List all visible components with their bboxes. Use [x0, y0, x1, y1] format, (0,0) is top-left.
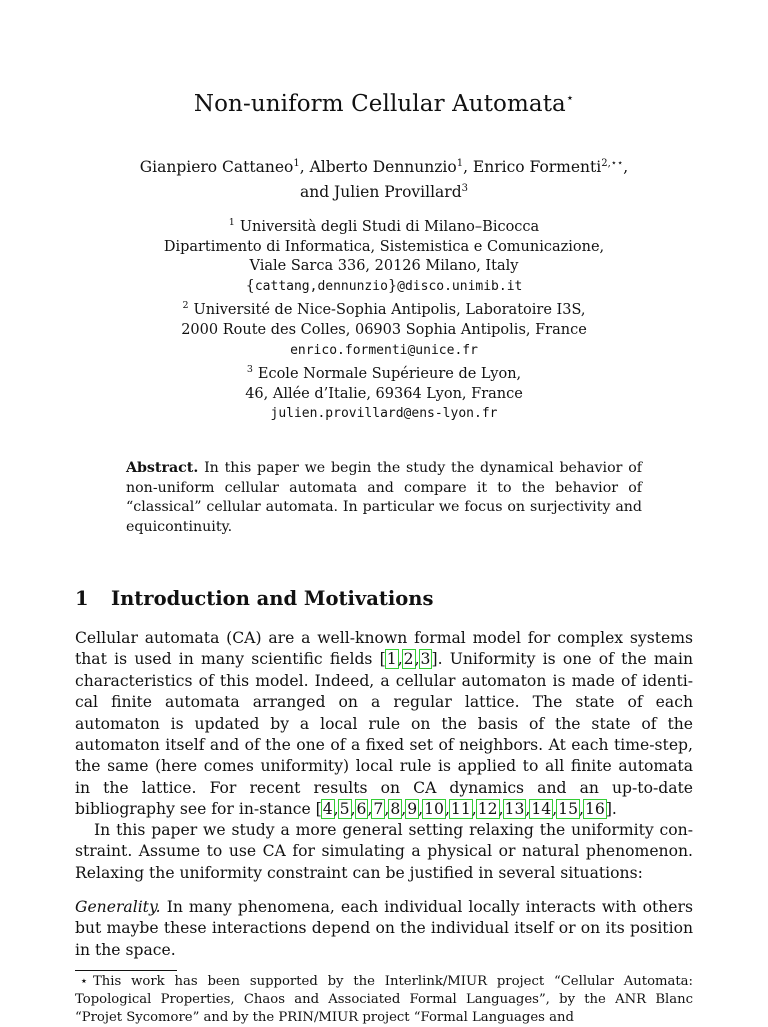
citation-link[interactable]: 13 [504, 800, 525, 819]
citation-link[interactable]: 11 [450, 800, 471, 819]
affiliation-number: 2 [182, 300, 189, 312]
footnote-mark: ⋆ [79, 974, 89, 989]
email-domain: @disco.unimib.it [397, 278, 523, 294]
affiliation-text: Università degli Studi di Milano–Bicocca [239, 219, 540, 235]
citation-link[interactable]: 12 [477, 800, 498, 819]
affiliation-line: Viale Sarca 336, 20126 Milano, Italy [249, 258, 519, 275]
affiliation-line: 2000 Route des Colles, 06903 Sophia Antipolis, France [181, 321, 587, 338]
email-brace: } [387, 277, 398, 294]
author-name: and Julien Provillard [299, 183, 462, 201]
citation-link[interactable]: 15 [558, 800, 578, 819]
affiliation-number: 3 [246, 364, 253, 376]
citation-link[interactable]: 14 [531, 800, 552, 819]
citation-link[interactable]: 1 [386, 650, 397, 669]
affiliation-email [0, 404, 768, 424]
affiliation-number: 1 [228, 217, 235, 228]
run-in-heading: Generality. [75, 898, 161, 916]
author-affil-sup: 1 [456, 158, 464, 169]
author-list [0, 153, 768, 203]
affiliation-line [0, 360, 768, 385]
citation-link[interactable]: 6 [356, 800, 367, 819]
affiliation-line [0, 213, 768, 238]
author-name: , Alberto Dennunzio [299, 158, 457, 176]
citation-link[interactable]: 4 [322, 800, 333, 819]
footnote-rule [75, 970, 177, 971]
affiliation-email [0, 277, 768, 297]
author-separator: , [623, 158, 629, 176]
author-affil-sup: 3 [461, 183, 468, 194]
citation-group: [4,5,6,7,8,9,10,11,12,13,14,15,16] [315, 800, 612, 819]
email-address: julien.provillard@ens-lyon.fr [270, 406, 498, 422]
section-title: Introduction and Motivations [111, 587, 434, 610]
intro-paragraph-2: In this paper we study a more general setting relaxing the uniformity con-straint. Assume to use CA for simulating a physical or natural phenomenon. Relaxing the uniformity constraint can be justified in several situations: [75, 821, 693, 882]
affiliations [0, 213, 768, 424]
affiliation-line: 46, Allée d’Italie, 69364 Lyon, France [245, 385, 523, 402]
citation-link[interactable]: 5 [339, 800, 350, 819]
citation-link[interactable]: 8 [390, 800, 401, 819]
affiliation-email [0, 341, 768, 361]
title-footnote-mark: ⋆ [565, 91, 575, 106]
email-brace: { [245, 277, 255, 294]
paragraph-text: . Uniformity is one of the main characteristics of this model. Indeed, a cellular automaton is made of identi-cal finite automata arranged on a regular lattice. The state of each automaton is updated by a local rule on the basis of the state of the automaton itself and of the one of a fixed set of neighbors. At each time-step, the same (here comes uniformity) local rule is applied to all finite automata in the lattice. For recent results on CA dynamics and an up-to-date bibliography see for in-stance [75, 650, 693, 819]
author-affil-sup: 2,⋆⋆ [601, 158, 624, 169]
section-heading [75, 586, 433, 612]
citation-link[interactable]: 7 [373, 800, 384, 819]
intro-paragraph-3 [75, 897, 693, 961]
title-text: Non-uniform Cellular Automata [193, 91, 566, 117]
affiliation-line: Dipartimento di Informatica, Sistemistica e Comunicazione, [163, 238, 605, 255]
intro-paragraph-1 [75, 628, 693, 821]
citation-link[interactable]: 10 [424, 800, 444, 819]
paragraph-text: In many phenomena, each individual locally interacts with others but maybe these interactions depend on the individual itself or on its position in the space. [75, 898, 693, 959]
author-line-1 [0, 153, 768, 178]
abstract [126, 459, 642, 537]
section-number: 1 [75, 587, 89, 610]
paragraph-text: . [611, 800, 617, 819]
email-address: enrico.formenti@unice.fr [290, 342, 478, 358]
citation-link[interactable]: 9 [407, 800, 418, 819]
email-names: cattang,dennunzio [254, 278, 388, 294]
footnote [75, 973, 693, 1027]
paper-title [0, 84, 768, 119]
author-affil-sup: 1 [293, 158, 300, 169]
citation-link[interactable]: 2 [403, 650, 414, 669]
paragraph-text: Cellular automata (CA) are a well-known formal model for complex systems that is used in many scientific fields [75, 629, 693, 669]
footnote-text: This work has been supported by the Interlink/MIUR project “Cellular Automata: Topological Properties, Chaos and Associated Formal Languages”, by the ANR Blanc “Projet Sycomore” and by the PRIN/MIUR project “Formal Languages and [75, 974, 693, 1025]
affiliation-text: Ecole Normale Supérieure de Lyon, [257, 366, 522, 383]
citation-group: [1,2,3] [379, 650, 438, 669]
affiliation-text: Université de Nice-Sophia Antipolis, Laboratoire I3S, [193, 302, 586, 319]
author-name: Gianpiero Cattaneo [139, 158, 294, 176]
citation-link[interactable]: 3 [420, 650, 431, 669]
abstract-label: Abstract. [126, 460, 199, 476]
abstract-text: In this paper we begin the study the dynamical behavior of non-uniform cellular automata and compare it to the behavior of “classical” cellular automata. In particular we focus on surjectivity and equicontinuity. [126, 460, 642, 535]
author-line-2 [0, 178, 768, 203]
affiliation-line [0, 296, 768, 321]
author-name: , Enrico Formenti [463, 158, 602, 176]
citation-link[interactable]: 16 [584, 800, 605, 819]
